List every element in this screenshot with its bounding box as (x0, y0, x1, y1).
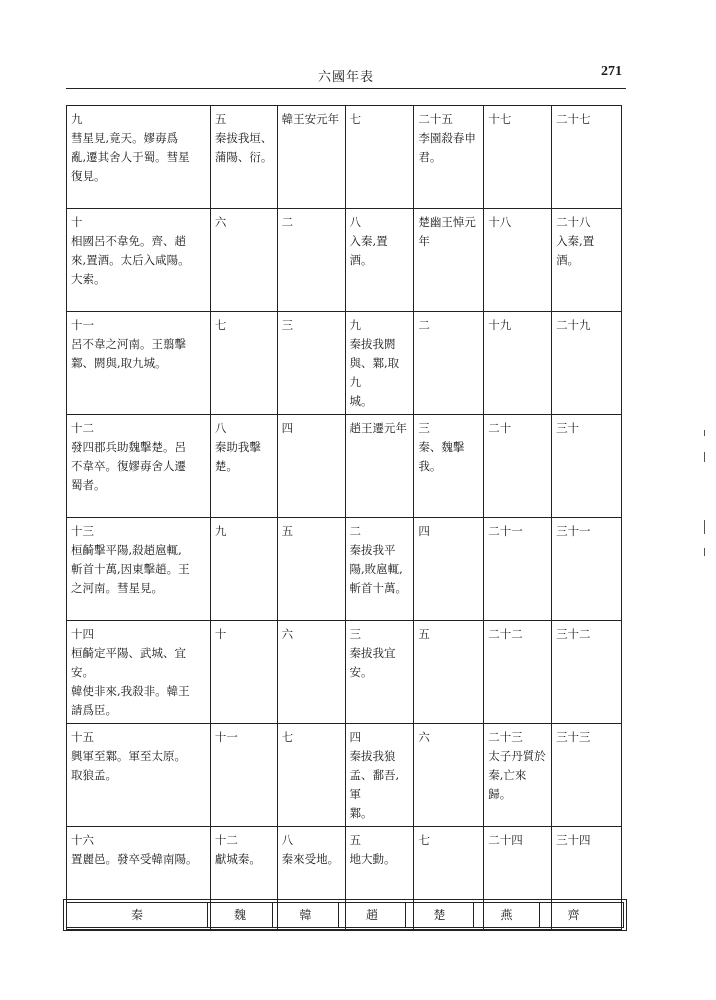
cell-zhao (345, 106, 414, 209)
entry-line: 不韋卒。復嫪毐舍人遷 (71, 459, 186, 473)
entry-line: 桓齮定平陽、武城、宜安。 (71, 646, 186, 679)
cell-han (277, 724, 345, 827)
entry-line: 十七 (488, 112, 512, 126)
entry-line: 四 (349, 730, 361, 744)
table-body (67, 106, 622, 930)
scan-artifact (704, 548, 705, 556)
state-label: 趙 (338, 903, 405, 927)
cell-qin (67, 518, 211, 621)
entry-line: 二十八 (556, 215, 591, 229)
cell-zhao (345, 518, 414, 621)
cell-han (277, 518, 345, 621)
entry-line: 秦助我擊 (214, 440, 261, 454)
page-header (66, 66, 626, 88)
cell-qin (67, 106, 211, 209)
entry-line: 十六 (71, 833, 94, 847)
cell-zhao (345, 621, 414, 724)
cell-qi (552, 724, 622, 827)
cell-wei (210, 209, 277, 312)
entry-line: 二十二 (488, 627, 523, 641)
cell-qi (552, 209, 622, 312)
entry-line: 蒲陽、衍。 (214, 150, 273, 164)
year-row (67, 518, 622, 621)
entry-line: 年 (418, 234, 430, 248)
entry-line: 相國呂不韋免。齊、趙 (71, 234, 186, 248)
cell-qi (552, 621, 622, 724)
entry-line: 秦拔我狼 (349, 749, 396, 763)
cell-qin (67, 724, 211, 827)
entry-line: 二十 (488, 421, 512, 435)
running-title: 六國年表 (317, 70, 374, 85)
cell-yan (484, 415, 552, 518)
entry-line: 三 (281, 318, 294, 332)
cell-qin (67, 209, 211, 312)
state-label: 秦 (130, 908, 143, 922)
scan-artifact (704, 452, 705, 462)
cell-wei (210, 312, 277, 415)
cell-chu (414, 518, 484, 621)
entry-line: 六 (418, 730, 430, 744)
entry-line: 李園殺春申 (418, 131, 476, 145)
entry-line: 二十三 (488, 730, 523, 744)
entry-line: 五 (418, 627, 430, 641)
cell-chu (414, 312, 484, 415)
entry-line: 二十九 (556, 318, 591, 332)
state-label: 齊 (539, 903, 607, 927)
entry-line: 八 (281, 833, 294, 847)
state-header-row (66, 902, 624, 928)
cell-yan (484, 312, 552, 415)
entry-line: 二 (349, 524, 361, 538)
entry-line: 三 (418, 421, 430, 435)
scan-artifact (704, 520, 705, 534)
entry-line: 鄴。 (349, 806, 373, 820)
cell-yan (484, 518, 552, 621)
entry-line: 大索。 (71, 272, 106, 286)
page-number: 271 (601, 64, 622, 79)
state-label: 燕 (473, 903, 539, 927)
cell-chu (414, 106, 484, 209)
entry-line: 十二 (214, 833, 238, 847)
cell-wei (210, 621, 277, 724)
entry-line: 入秦,置酒。 (556, 234, 595, 267)
entry-line: 十八 (488, 215, 512, 229)
cell-han (277, 209, 345, 312)
entry-line: 彗星見,竟天。嫪毐爲 (71, 131, 179, 145)
entry-line: 三十三 (556, 730, 591, 744)
entry-line: 三十二 (556, 627, 591, 641)
entry-line: 三十四 (556, 833, 591, 847)
year-row (67, 724, 622, 827)
entry-line: 十五 (71, 730, 94, 744)
entry-line: 六 (281, 627, 294, 641)
entry-line: 十四 (71, 627, 94, 641)
state-label: 魏 (207, 903, 272, 927)
entry-line: 四 (418, 524, 430, 538)
cell-chu (414, 415, 484, 518)
entry-line: 三十一 (556, 524, 591, 538)
entry-line: 十一 (71, 318, 94, 332)
chronology-table (66, 105, 622, 930)
cell-qin (67, 621, 211, 724)
entry-line: 二十一 (488, 524, 523, 538)
entry-line: 來,置酒。太后入咸陽。 (71, 253, 190, 267)
entry-line: 秦拔我閼 (349, 337, 396, 351)
cell-qi (552, 106, 622, 209)
entry-line: 與、鄴,取九 (349, 356, 400, 389)
cell-han (277, 106, 345, 209)
entry-line: 四 (281, 421, 294, 435)
entry-line: 韓王安元年 (281, 112, 340, 126)
cell-yan (484, 209, 552, 312)
entry-line: 二十七 (556, 112, 591, 126)
entry-line: 城。 (349, 394, 373, 408)
cell-han (277, 621, 345, 724)
entry-line: 請爲臣。 (71, 703, 117, 717)
cell-qi (552, 415, 622, 518)
entry-line: 十 (214, 627, 227, 641)
entry-line: 七 (214, 318, 227, 332)
year-row (67, 106, 622, 209)
cell-zhao (345, 209, 414, 312)
entry-line: 入秦,置酒。 (349, 234, 388, 267)
cell-wei (210, 518, 277, 621)
state-label: 楚 (405, 903, 473, 927)
cell-yan (484, 106, 552, 209)
cell-zhao (345, 415, 414, 518)
entry-line: 十一 (214, 730, 238, 744)
entry-line: 二十四 (488, 833, 523, 847)
entry-line: 十二 (71, 421, 94, 435)
cell-wei (210, 106, 277, 209)
entry-line: 七 (349, 112, 361, 126)
scan-artifact (704, 430, 705, 436)
entry-line: 三十 (556, 421, 580, 435)
entry-line: 桓齮擊平陽,殺趙扈輒, (71, 543, 182, 557)
entry-line: 陽,敗扈輒, (349, 562, 403, 576)
year-row (67, 415, 622, 518)
entry-line: 獻城秦。 (214, 852, 261, 866)
entry-line: 二 (281, 215, 294, 229)
entry-line: 二 (418, 318, 430, 332)
entry-line: 太子丹質於 (488, 749, 546, 763)
entry-line: 三 (349, 627, 361, 641)
entry-line: 秦拔我宜 (349, 646, 396, 660)
entry-line: 復見。 (71, 169, 106, 183)
entry-line: 五 (214, 112, 227, 126)
entry-line: 呂不韋之河南。王翦擊 (71, 337, 186, 351)
entry-line: 君。 (418, 150, 442, 164)
cell-wei (210, 415, 277, 518)
entry-line: 斬首十萬,因東擊趙。王 (71, 562, 190, 576)
cell-han (277, 312, 345, 415)
entry-line: 秦,亡來歸。 (488, 768, 527, 801)
cell-chu (414, 724, 484, 827)
entry-line: 發四郡兵助魏擊楚。呂 (71, 440, 186, 454)
entry-line: 斬首十萬。 (349, 581, 407, 595)
entry-line: 六 (214, 215, 227, 229)
cell-wei (210, 724, 277, 827)
entry-line: 秦、魏擊我。 (418, 440, 465, 473)
entry-line: 亂,遷其舍人于蜀。彗星 (71, 150, 190, 164)
entry-line: 秦拔我垣、 (214, 131, 273, 145)
entry-line: 五 (281, 524, 294, 538)
cell-yan (484, 724, 552, 827)
entry-line: 九 (71, 112, 83, 126)
entry-line: 二十五 (418, 112, 453, 126)
entry-line: 八 (214, 421, 227, 435)
entry-line: 取狼孟。 (71, 768, 117, 782)
year-row (67, 312, 622, 415)
cell-qin (67, 415, 211, 518)
entry-line: 楚。 (214, 459, 238, 473)
entry-line: 十九 (488, 318, 512, 332)
entry-line: 十 (71, 215, 83, 229)
entry-line: 興軍至鄴。軍至太原。 (71, 749, 186, 763)
cell-qi (552, 312, 622, 415)
cell-han (277, 415, 345, 518)
entry-line: 趙王遷元年 (349, 421, 407, 435)
entry-line: 八 (349, 215, 361, 229)
cell-zhao (345, 312, 414, 415)
cell-zhao (345, 724, 414, 827)
entry-line: 置麗邑。發卒受韓南陽。 (71, 852, 198, 866)
entry-line: 七 (281, 730, 294, 744)
entry-line: 秦拔我平 (349, 543, 396, 557)
state-label: 韓 (272, 903, 338, 927)
year-row (67, 209, 622, 312)
entry-line: 鄴、閼與,取九城。 (71, 356, 167, 370)
cell-chu (414, 621, 484, 724)
entry-line: 韓使非來,我殺非。韓王 (71, 684, 190, 698)
cell-qi (552, 518, 622, 621)
entry-line: 蜀者。 (71, 478, 106, 492)
entry-line: 十三 (71, 524, 94, 538)
entry-line: 秦來受地。 (281, 852, 340, 866)
entry-line: 九 (214, 524, 227, 538)
entry-line: 之河南。彗星見。 (71, 581, 163, 595)
entry-line: 七 (418, 833, 430, 847)
entry-line: 地大動。 (349, 852, 396, 866)
entry-line: 九 (349, 318, 361, 332)
cell-qin (67, 312, 211, 415)
entry-line: 楚幽王悼元 (418, 215, 476, 229)
entry-line: 孟、鄱吾,軍 (349, 768, 400, 801)
entry-line: 安。 (349, 665, 373, 679)
header-rule (66, 88, 626, 89)
year-row (67, 621, 622, 724)
cell-chu (414, 209, 484, 312)
cell-yan (484, 621, 552, 724)
entry-line: 五 (349, 833, 361, 847)
